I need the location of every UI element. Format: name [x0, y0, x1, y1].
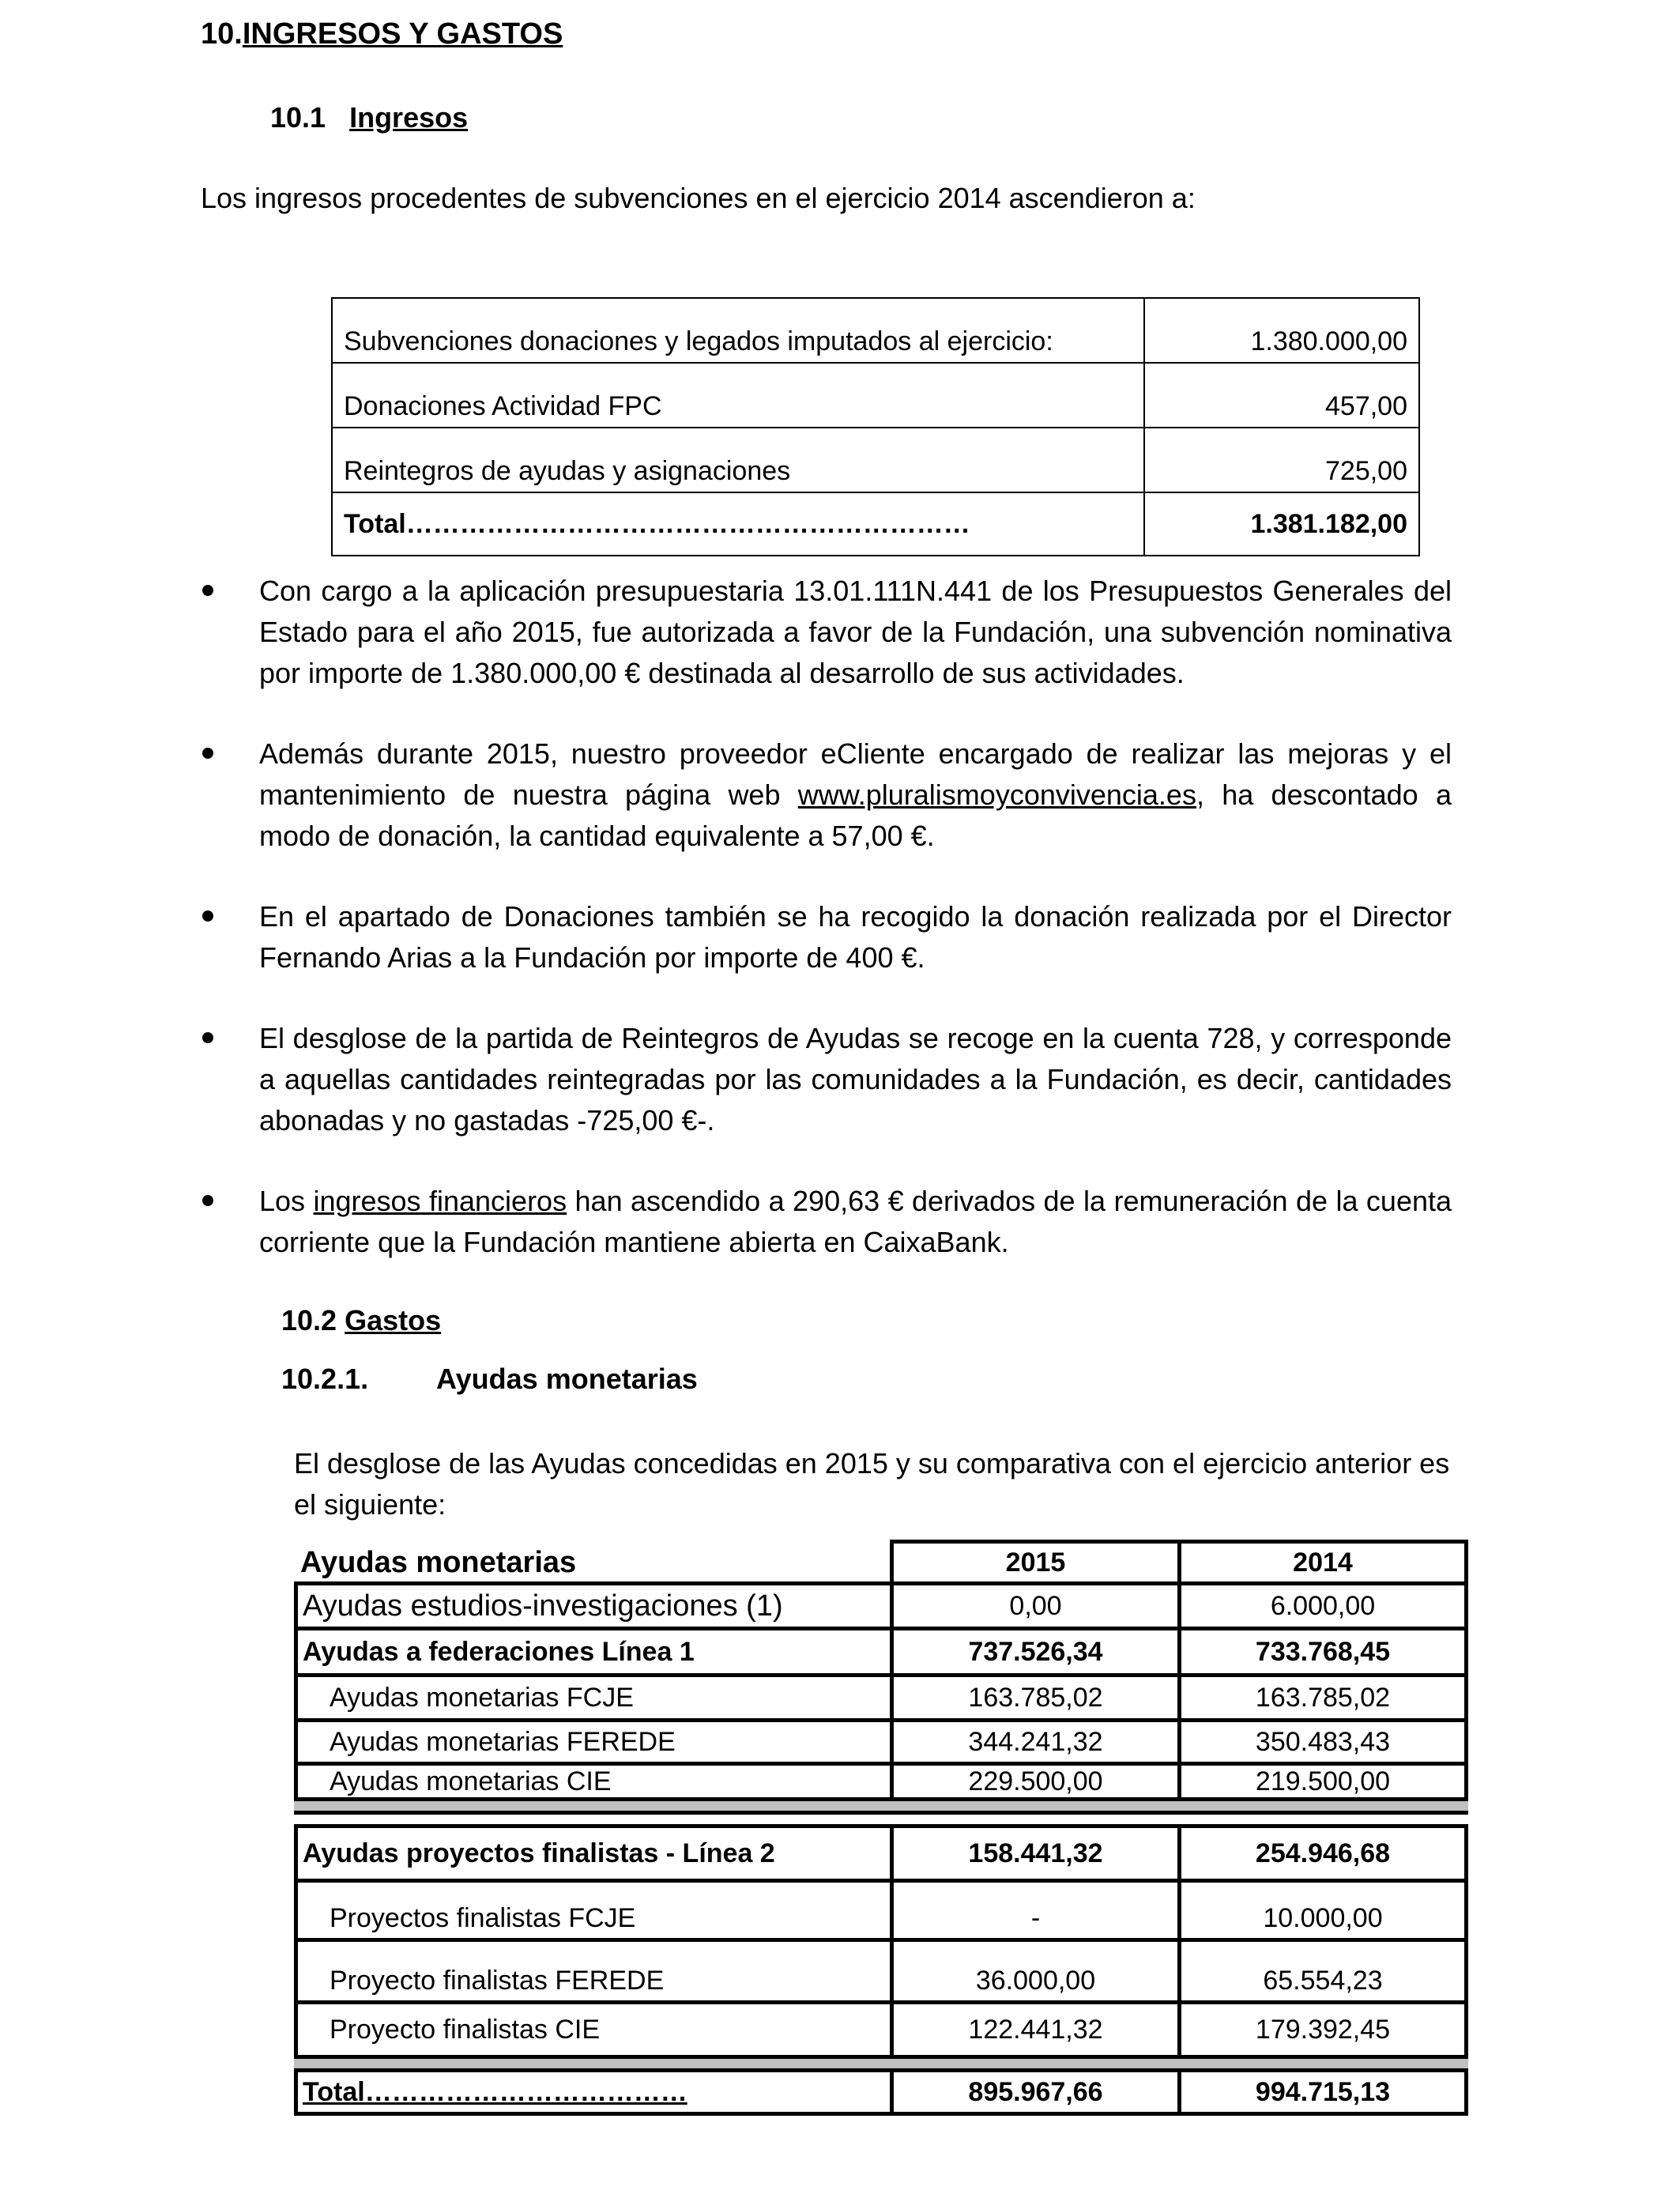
- subsection-number: 10.2: [281, 1304, 337, 1336]
- ayudas-intro-paragraph: El desglose de las Ayudas concedidas en 2015 y su comparativa con el ejercicio anterior es el siguiente:: [294, 1447, 1450, 1521]
- row-value: 725,00: [1144, 428, 1419, 492]
- subsection-title: Ingresos: [349, 101, 469, 134]
- row-value-2014: 254.946,68: [1177, 1824, 1468, 1883]
- row-label: Proyecto finalistas CIE: [294, 2000, 890, 2059]
- row-value-2015: 737.526,34: [890, 1627, 1177, 1677]
- bullet-list: [201, 571, 1452, 1302]
- subsection-number: 10.1: [270, 101, 326, 134]
- subsection-ayudas: [281, 1363, 698, 1396]
- row-value-2015: 229.500,00: [890, 1762, 1177, 1801]
- table-row: [294, 1673, 1468, 1722]
- row-value-2014: 10.000,00: [1177, 1879, 1468, 1942]
- table-row: [332, 363, 1419, 428]
- website-link[interactable]: www.pluralismoyconvivencia.es: [797, 778, 1196, 811]
- row-label: Ayudas monetarias FEREDE: [294, 1718, 890, 1766]
- row-value-2015: 344.241,32: [890, 1718, 1177, 1766]
- table-row: [294, 1581, 1468, 1630]
- row-value-2014: 179.392,45: [1177, 2000, 1468, 2059]
- row-value-2014: 65.554,23: [1177, 1938, 1468, 2004]
- bullet-item: [201, 1181, 1452, 1263]
- row-label: Ayudas estudios-investigaciones (1): [294, 1581, 890, 1630]
- subsection-ingresos: [270, 101, 468, 134]
- row-value-2015: 122.441,32: [890, 2000, 1177, 2059]
- total-label: Total………………………………: [294, 2068, 890, 2116]
- bullet-text: Con cargo a la aplicación presupuestaria 13.01.111N.441 de los Presupuestos Generales del Estado para el año 2015, fue autorizada a favor de la Fundación, una subvención nominativa por importe de 1.380.000,00 € destinada al desarrollo de sus actividades.: [259, 575, 1452, 689]
- row-label: Subvenciones donaciones y legados imputados al ejercicio:: [332, 298, 1144, 363]
- row-label: Ayudas proyectos finalistas - Línea 2: [294, 1824, 890, 1883]
- row-value-2014: 163.785,02: [1177, 1673, 1468, 1722]
- table-row: [294, 1718, 1468, 1766]
- row-value: 1.380.000,00: [1144, 298, 1419, 363]
- header-2015: 2015: [890, 1540, 1177, 1585]
- total-value-2015: 895.967,66: [890, 2068, 1177, 2116]
- intro-paragraph: Los ingresos procedentes de subvenciones en el ejercicio 2014 ascendieron a:: [201, 182, 1196, 214]
- bullet-text: han ascendido a 290,63 € derivados de la remuneración de la cuenta corriente que la Fundación mantiene abierta en CaixaBank.: [259, 1185, 1452, 1258]
- row-value-2015: 158.441,32: [890, 1824, 1177, 1883]
- bullet-text: El desglose de la partida de Reintegros de Ayudas se recoge en la cuenta 728, y corresponde a aquellas cantidades reintegradas por las comunidades a la Fundación, es decir, cantidades abonadas y no gastadas -725,00 €-.: [259, 1022, 1452, 1137]
- table-row: [294, 1627, 1468, 1677]
- bullet-text: Además durante 2015, nuestro proveedor eCliente encargado de realizar las mejoras y el mantenimiento de nuestra página web: [259, 737, 1452, 811]
- table-separator: [294, 1797, 1468, 1815]
- header-2014: 2014: [1177, 1540, 1468, 1585]
- row-label: Donaciones Actividad FPC: [332, 363, 1144, 428]
- bullet-text: Los: [259, 1185, 314, 1217]
- total-row: [332, 492, 1419, 556]
- row-value-2015: 163.785,02: [890, 1673, 1177, 1722]
- heading-number: 10.: [201, 17, 243, 51]
- row-value-2015: 0,00: [890, 1581, 1177, 1630]
- row-label: Ayudas monetarias CIE: [294, 1762, 890, 1801]
- row-label: Proyecto finalistas FEREDE: [294, 1938, 890, 2004]
- bullet-item: [201, 896, 1452, 978]
- row-label: Ayudas monetarias FCJE: [294, 1673, 890, 1722]
- subsection-title: Ayudas monetarias: [436, 1363, 698, 1395]
- total-value: 1.381.182,00: [1144, 492, 1419, 556]
- row-label: Ayudas a federaciones Línea 1: [294, 1627, 890, 1677]
- row-label: Proyectos finalistas FCJE: [294, 1879, 890, 1942]
- table-row: [294, 1824, 1468, 1883]
- subsection-title: Gastos: [345, 1304, 442, 1336]
- bullet-item: [201, 1018, 1452, 1141]
- table-row: [294, 2000, 1468, 2059]
- bullet-item: [201, 733, 1452, 857]
- bullet-text: En el apartado de Donaciones también se ha recogido la donación realizada por el Director Fernando Arias a la Fundación por importe de 400 €.: [259, 900, 1452, 974]
- ingresos-table: [331, 297, 1420, 556]
- table-header-row: [294, 1540, 1468, 1585]
- table-row: [294, 1762, 1468, 1801]
- subsection-gastos: [281, 1304, 441, 1337]
- row-value: 457,00: [1144, 363, 1419, 428]
- row-value-2014: 6.000,00: [1177, 1581, 1468, 1630]
- table-row: [332, 298, 1419, 363]
- subsection-number: 10.2.1.: [281, 1363, 369, 1395]
- row-value-2015: 36.000,00: [890, 1938, 1177, 2004]
- table-row: [332, 428, 1419, 492]
- total-label: Total………………………………………………………: [332, 492, 1144, 556]
- total-value-2014: 994.715,13: [1177, 2068, 1468, 2116]
- bullet-icon: [202, 748, 213, 759]
- bullet-icon: [202, 1195, 213, 1206]
- bullet-item: [201, 571, 1452, 694]
- bullet-text: , ha descontado a modo de donación, la cantidad equivalente a 57,00 €.: [259, 778, 1452, 852]
- table-row: [294, 1938, 1468, 2004]
- bullet-icon: [202, 910, 213, 922]
- total-row: [294, 2068, 1468, 2116]
- row-value-2014: 350.483,43: [1177, 1718, 1468, 1766]
- header-label: Ayudas monetarias: [300, 1545, 577, 1579]
- ingresos-financieros-text: ingresos financieros: [313, 1185, 567, 1217]
- row-value-2015: -: [890, 1879, 1177, 1942]
- bullet-icon: [202, 1032, 213, 1043]
- row-value-2014: 219.500,00: [1177, 1762, 1468, 1801]
- row-label: Reintegros de ayudas y asignaciones: [332, 428, 1144, 492]
- section-heading: [201, 17, 563, 51]
- heading-title: INGRESOS Y GASTOS: [242, 17, 563, 51]
- bullet-icon: [202, 585, 213, 596]
- row-value-2014: 733.768,45: [1177, 1627, 1468, 1677]
- table-row: [294, 1879, 1468, 1942]
